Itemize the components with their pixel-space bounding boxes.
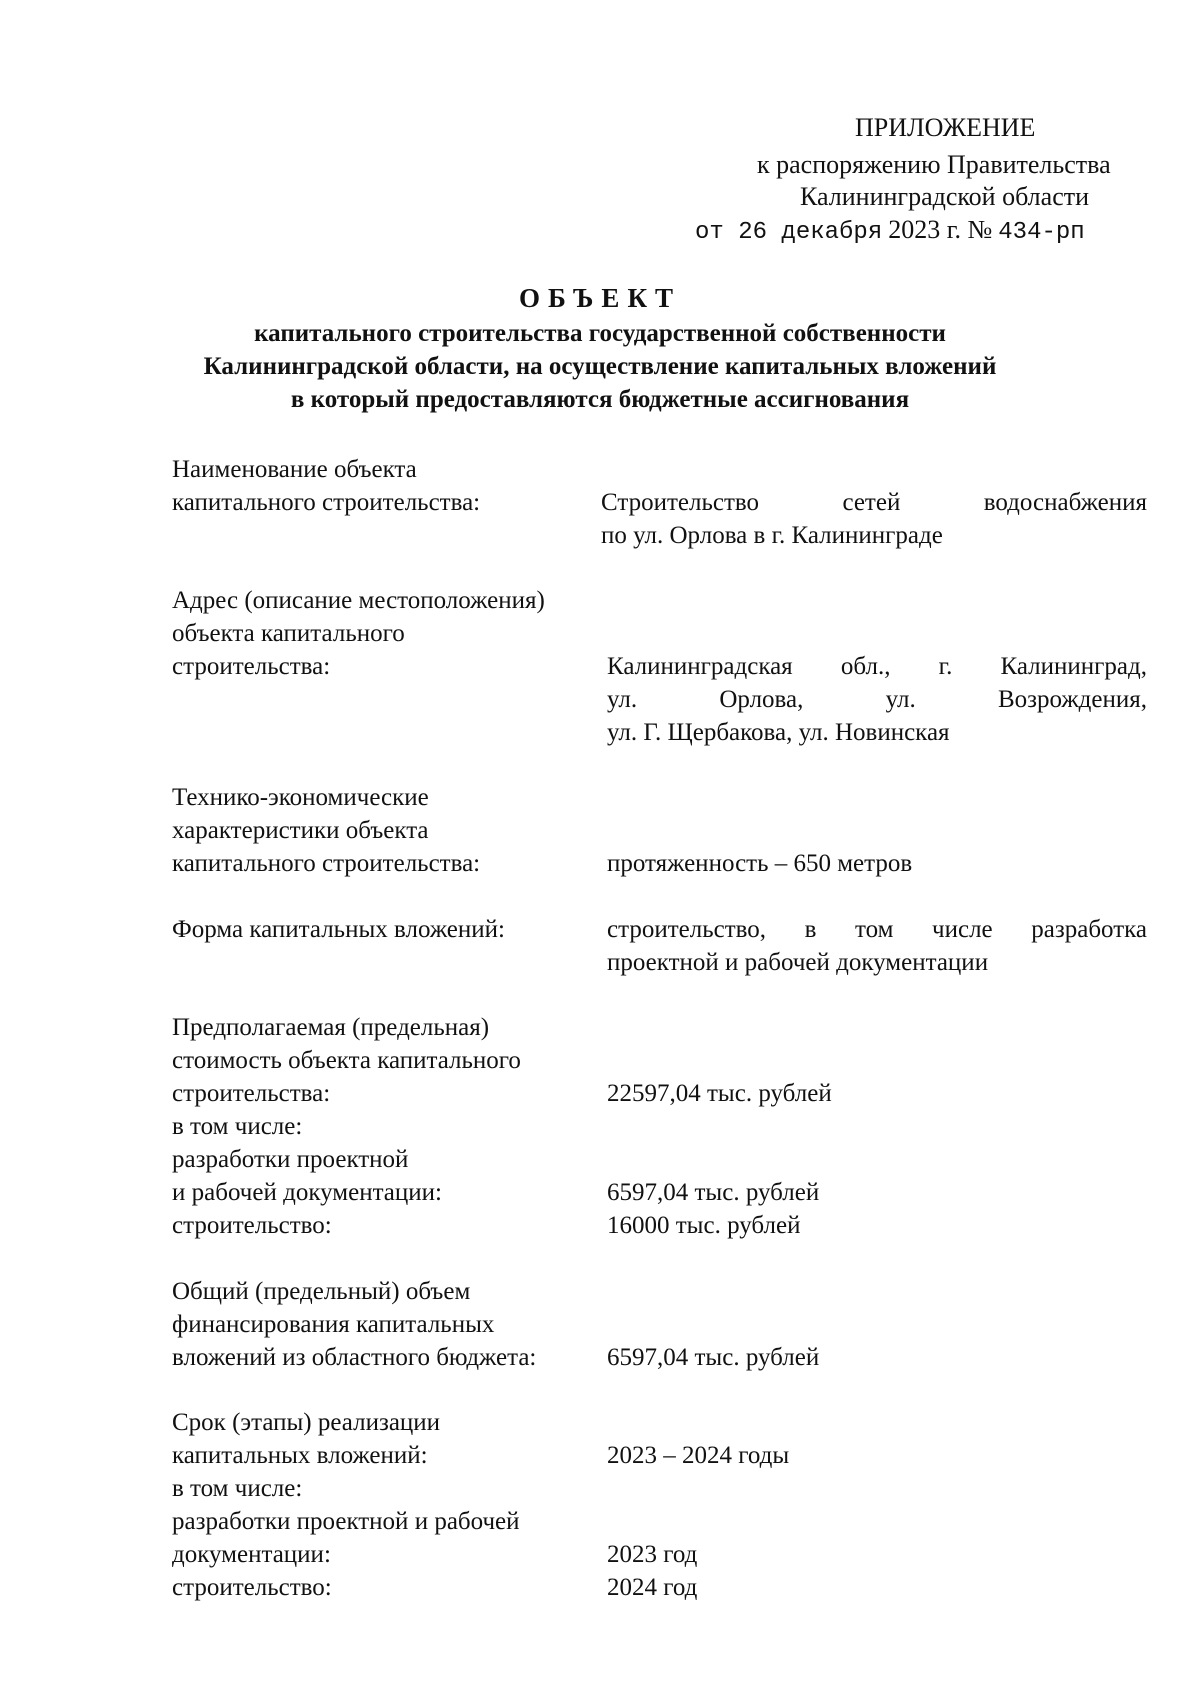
address-label-line-3: строительства: [172, 653, 331, 680]
name-label-line-2: капитального строительства: [172, 489, 481, 516]
financing-value: 6597,04 тыс. рублей [607, 1344, 820, 1371]
cost-total-value: 22597,04 тыс. рублей [607, 1080, 832, 1107]
term-label-line-1: Срок (этапы) реализации [172, 1409, 441, 1436]
address-label-line-1: Адрес (описание местоположения) [172, 587, 545, 614]
cost-label-line-7: строительство: [172, 1212, 332, 1239]
tech-value: протяженность – 650 метров [607, 850, 913, 877]
cost-label-line-1: Предполагаемая (предельная) [172, 1014, 490, 1041]
document-subtitle-line-2: Калининградской области, на осуществление капитальных вложений [203, 353, 997, 380]
cost-label-line-6: и рабочей документации: [172, 1179, 442, 1206]
financing-label-line-2: финансирования капитальных [172, 1311, 495, 1338]
name-value-line-2: по ул. Орлова в г. Калининграде [601, 522, 943, 549]
cost-label-line-4: в том числе: [172, 1113, 303, 1140]
appendix-year-number-sign: 2023 г. № [888, 215, 993, 244]
cost-label-line-5: разработки проектной [172, 1146, 409, 1173]
term-design-value: 2023 год [607, 1541, 698, 1568]
form-value [607, 913, 1147, 979]
cost-label-line-3: строительства: [172, 1080, 331, 1107]
form-value-line-1: строительство, в том числе разработка [607, 916, 1147, 943]
document-subtitle-line-1: капитального строительства государственной собственности [254, 320, 946, 347]
name-value-line-1: Строительство сетей водоснабжения [601, 489, 1147, 516]
name-value [601, 486, 1147, 552]
tech-label-line-1: Технико-экономические [172, 784, 429, 811]
name-label-line-1: Наименование объекта [172, 456, 417, 483]
document-heading: ОБЪЕКТ [518, 283, 682, 313]
appendix-title: ПРИЛОЖЕНИЕ [855, 113, 1036, 142]
appendix-region-line: Калининградской области [800, 182, 1090, 211]
cost-label-line-2: стоимость объекта капитального [172, 1047, 521, 1074]
address-value-line-2: ул. Орлова, ул. Возрождения, [607, 686, 1147, 713]
address-label-line-2: объекта капитального [172, 620, 405, 647]
term-label-line-6: строительство: [172, 1574, 332, 1601]
form-label: Форма капитальных вложений: [172, 916, 505, 943]
appendix-number: 434-рп [998, 219, 1085, 246]
tech-label-line-2: характеристики объекта [172, 817, 429, 844]
term-build-value: 2024 год [607, 1574, 698, 1601]
cost-build-value: 16000 тыс. рублей [607, 1212, 801, 1239]
tech-label-line-3: капитального строительства: [172, 850, 481, 877]
document-subtitle-line-3: в который предоставляются бюджетные ассигнования [290, 386, 910, 413]
term-label-line-5: документации: [172, 1541, 331, 1568]
appendix-date: от 26 декабря [695, 219, 883, 246]
term-label-line-3: в том числе: [172, 1475, 303, 1502]
address-value-line-3: ул. Г. Щербакова, ул. Новинская [607, 719, 950, 746]
form-value-line-2: проектной и рабочей документации [607, 949, 989, 976]
term-total-value: 2023 – 2024 годы [607, 1442, 790, 1469]
cost-design-value: 6597,04 тыс. рублей [607, 1179, 820, 1206]
financing-label-line-3: вложений из областного бюджета: [172, 1344, 537, 1371]
term-label-line-4: разработки проектной и рабочей [172, 1508, 520, 1535]
address-value-line-1: Калининградская обл., г. Калининград, [607, 653, 1147, 680]
address-value [607, 650, 1147, 749]
term-label-line-2: капитальных вложений: [172, 1442, 428, 1469]
appendix-reference-line: к распоряжению Правительства [757, 150, 1111, 179]
financing-label-line-1: Общий (предельный) объем [172, 1278, 471, 1305]
